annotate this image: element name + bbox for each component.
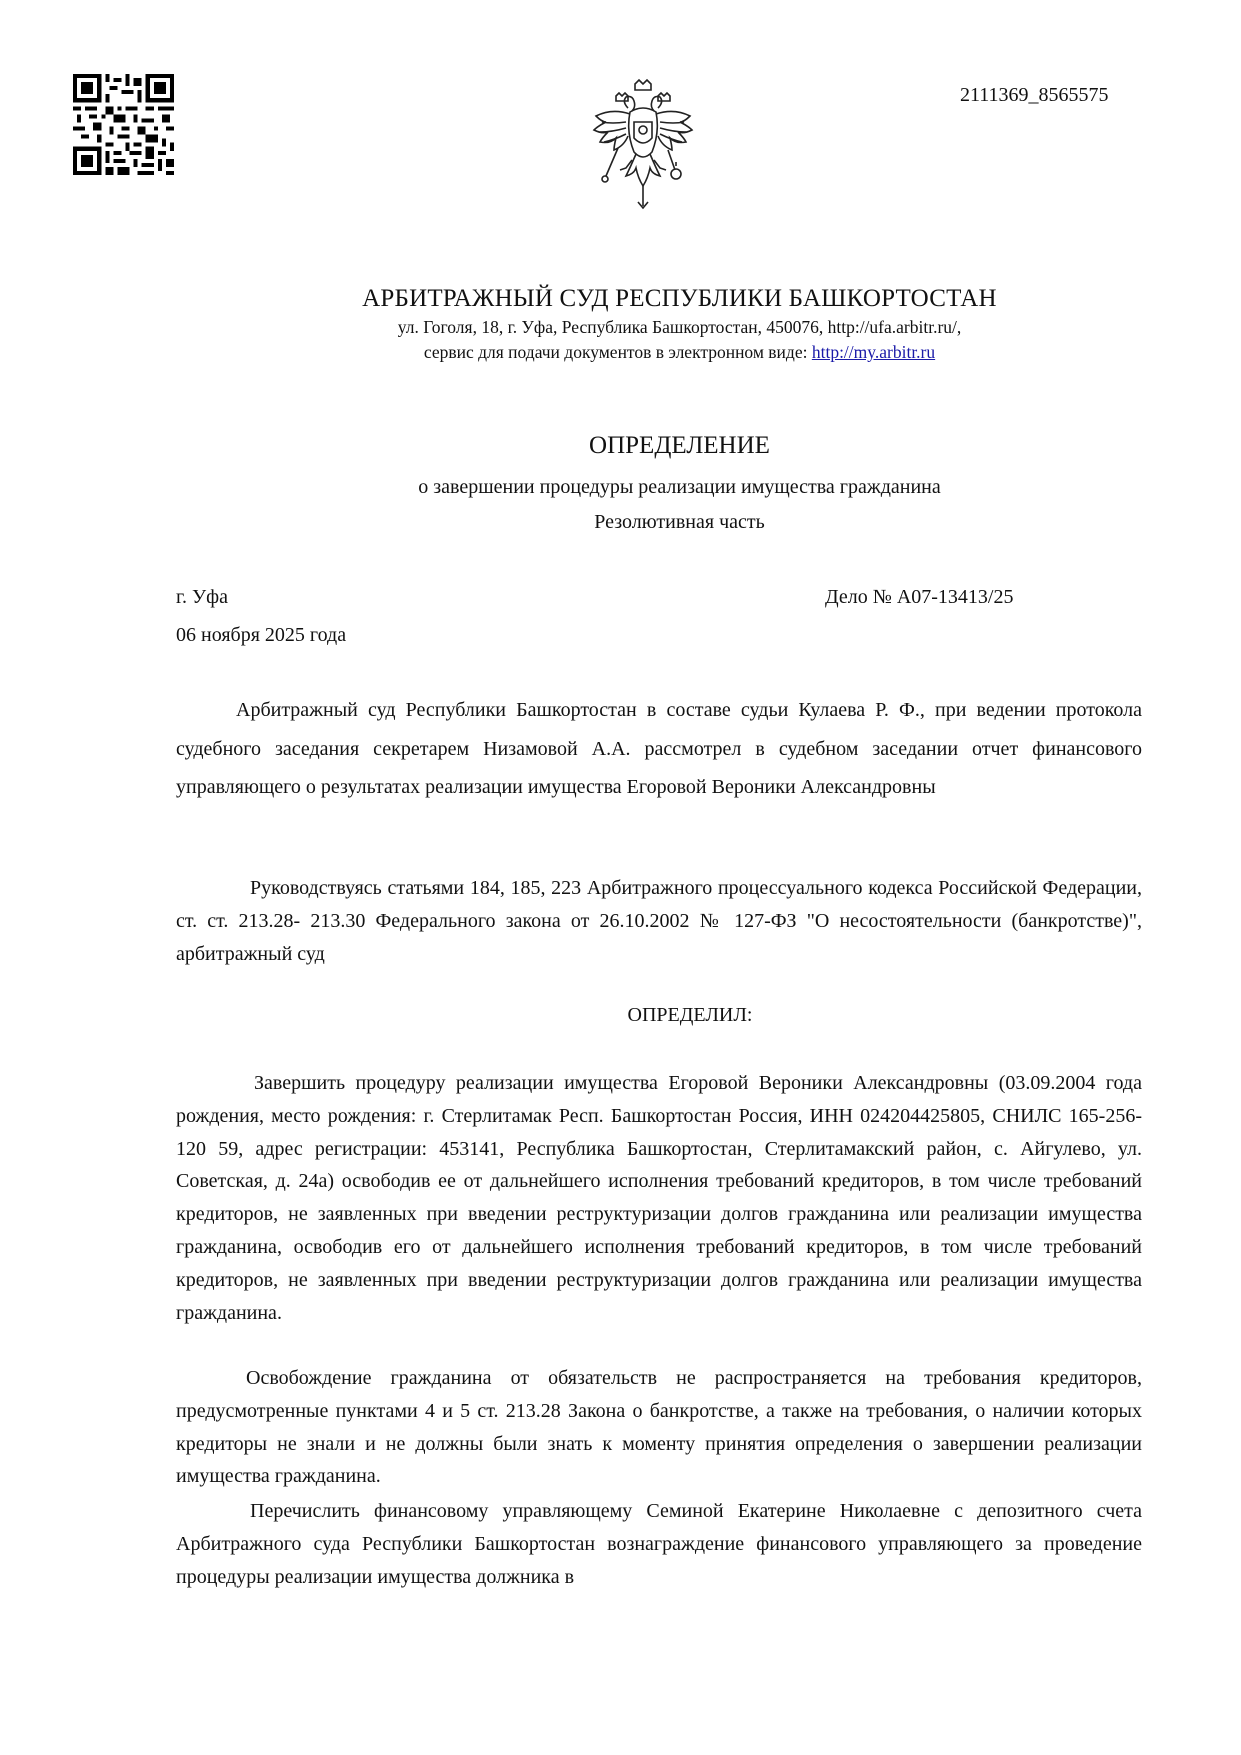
court-title: АРБИТРАЖНЫЙ СУД РЕСПУБЛИКИ БАШКОРТОСТАН (362, 285, 997, 312)
eservice-label: сервис для подачи документов в электронном виде: (423, 342, 812, 362)
eservice-link[interactable]: http://my.arbitr.ru (811, 342, 936, 362)
decided-heading: ОПРЕДЕЛИЛ: (627, 1004, 753, 1026)
paragraph-fee-transfer: Перечислить финансовому управляющему Семиной Екатерине Николаевне с депозитного счета Арбитражного суда Республики Башкортостан вознаграждение финансового управляющего за проведение процедуры реализации имущества должника в (176, 1500, 1142, 1588)
document-title: ОПРЕДЕЛЕНИЕ (589, 432, 770, 459)
document-date: 06 ноября 2025 года (176, 624, 347, 646)
court-eservice-line (0, 342, 1241, 363)
court-address: ул. Гоголя, 18, г. Уфа, Республика Башкортостан, 450076, http://ufa.arbitr.ru/, (397, 317, 962, 337)
russian-coat-of-arms-icon (588, 78, 698, 224)
city: г. Уфа (176, 586, 228, 608)
case-number: Дело № А07-13413/25 (825, 586, 1014, 608)
paragraph-ruling: Завершить процедуру реализации имущества Егоровой Вероники Александровны (03.09.2004 года рождения, место рождения: г. Стерлитамак Респ. Башкортостан Россия, ИНН 024204425805, СНИЛС 165-256-120 59, адрес регистрации: 453141, Республика Башкортостан, Стерлитамакский район, с. Айгулево, ул. Советская, д. 24а) освободив ее от дальнейшего исполнения требований кредиторов, в том числе требований кредиторов, не заявленных при введении реструктуризации долгов гражданина или реализации имущества гражданина, освободив его от дальнейшего исполнения требований кредиторов, в том числе требований кредиторов, не заявленных при введении реструктуризации долгов гражданина или реализации имущества гражданина. (176, 1072, 1142, 1324)
paragraph-legal-basis: Руководствуясь статьями 184, 185, 223 Арбитражного процессуального кодекса Российской Федерации, ст. ст. 213.28- 213.30 Федерального закона от 26.10.2002 № 127-ФЗ "О несостоятельности (банкротстве)", арбитражный суд (176, 877, 1142, 965)
document-number: 2111369_8565575 (960, 84, 1109, 106)
qr-code-icon (73, 74, 174, 175)
paragraph-release-limits: Освобождение гражданина от обязательств не распространяется на требования кредиторов, предусмотренные пунктами 4 и 5 ст. 213.28 Закона о банкротстве, а также на требования, о наличии которых кредиторы не знали и не должны были знать к моменту принятия определения о завершении реализации имущества гражданина. (176, 1367, 1142, 1488)
document-subtitle: о завершении процедуры реализации имущества гражданина (418, 476, 941, 498)
document-part: Резолютивная часть (594, 511, 765, 533)
paragraph-composition: Арбитражный суд Республики Башкортостан в составе судьи Кулаева Р. Ф., при ведении протокола судебного заседания секретарем Низамовой А.А. рассмотрел в судебном заседании отчет финансового управляющего о результатах реализации имущества Егоровой Вероники Александровны (176, 699, 1142, 798)
